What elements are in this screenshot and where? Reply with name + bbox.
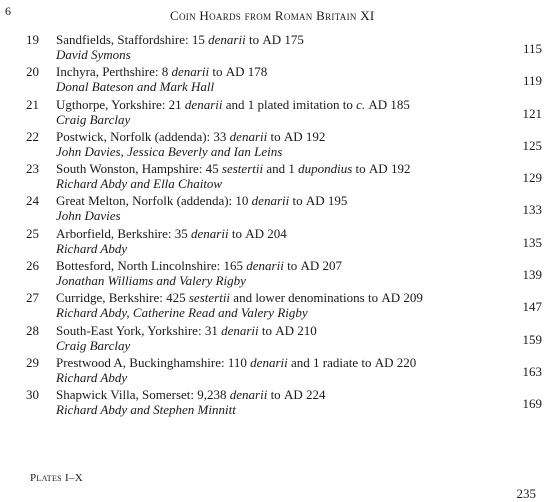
entry-coin: sestertii (221, 161, 264, 177)
entry-coin: denarii (191, 225, 229, 241)
entry-page-number: 169 (522, 396, 542, 412)
entry-authors: Richard Abdy and Ella Chaitow (56, 176, 223, 192)
entry-count: 9,238 (197, 387, 230, 403)
entry-site: Arborfield, Berkshire: (56, 225, 175, 241)
entry-authors: Richard Abdy (56, 369, 128, 385)
entry-count: 35 (174, 225, 192, 241)
entry-year: 209 (400, 290, 423, 306)
entry-count: 165 (223, 258, 247, 274)
entry-coin: denarii (171, 64, 210, 80)
plates-page-number: 235 (516, 486, 536, 501)
entry-page-number: 119 (522, 73, 542, 89)
entry-site: Great Melton, Norfolk (addenda): (56, 193, 236, 209)
plates-label: Plates I–X (30, 472, 83, 484)
entry-count: 15 (191, 32, 209, 47)
entry-title (56, 161, 410, 177)
entry-title (56, 64, 267, 80)
entry-count: 10 (235, 193, 252, 209)
entry-number: 23 (26, 161, 39, 177)
contents-entry (0, 258, 550, 290)
entry-page-number: 133 (522, 202, 542, 218)
entry-count: 31 (204, 322, 222, 338)
entry-page-number: 135 (522, 234, 542, 250)
entry-to: to (289, 193, 306, 209)
entry-era: AD (305, 193, 325, 209)
entry-title (56, 290, 423, 306)
entry-page-number: 139 (522, 267, 542, 283)
entry-authors: John Davies (56, 208, 121, 224)
entry-era: AD (262, 32, 282, 47)
entry-page-number: 125 (522, 137, 542, 153)
entry-coin: denarii (229, 387, 268, 403)
contents-entry (0, 129, 550, 161)
entry-title (56, 226, 287, 242)
entry-site: Curridge, Berkshire: (56, 290, 167, 306)
entry-count: 425 (166, 290, 189, 306)
entry-coin: denarii (246, 258, 284, 274)
entry-page-number: 115 (522, 41, 542, 56)
entry-to: to (245, 32, 263, 47)
entry-authors: Craig Barclay (56, 111, 131, 127)
entry-mid: and 1 plated imitation to (222, 96, 357, 112)
page-number: 6 (5, 4, 11, 18)
entry-year: 195 (324, 193, 348, 209)
entry-number: 21 (26, 96, 39, 112)
entry-mid: and 1 (263, 161, 299, 177)
entry-era: AD (283, 128, 303, 144)
entry-count: 110 (227, 354, 251, 370)
entry-page-number: 129 (522, 170, 542, 186)
entry-authors: Donal Bateson and Mark Hall (56, 79, 215, 95)
entry-to: to (258, 322, 276, 338)
entry-count: 45 (205, 161, 222, 177)
entry-authors: David Symons (56, 47, 131, 62)
entry-number: 24 (26, 193, 39, 209)
entry-to: to (358, 354, 375, 370)
entry-coin: denarii (221, 322, 259, 338)
entry-era: AD (275, 322, 295, 338)
contents-entry (0, 290, 550, 322)
entry-number: 28 (26, 322, 39, 338)
entry-number: 22 (26, 128, 39, 144)
entry-to: to (283, 258, 301, 274)
entry-authors: Richard Abdy (56, 240, 128, 256)
entry-coin: denarii (250, 354, 288, 370)
entry-coin: denarii (208, 32, 246, 47)
running-head: Coin Hoards from Roman Britain XI (170, 8, 375, 23)
entry-site: Postwick, Norfolk (addenda): (56, 128, 214, 144)
entry-count: 33 (213, 128, 230, 144)
entry-count: 21 (168, 96, 185, 112)
entry-page-number: 121 (522, 105, 542, 121)
entry-year: 175 (281, 32, 304, 47)
entry-era: AD (300, 258, 320, 274)
entry-title (56, 258, 342, 274)
entry-era: AD (283, 387, 303, 403)
entry-era: AD (368, 96, 388, 112)
contents-entry (0, 161, 550, 193)
entry-number: 25 (26, 225, 39, 241)
entry-title (56, 355, 416, 371)
contents-entry (0, 355, 550, 387)
entry-site: Sandfields, Staffordshire: (56, 32, 192, 47)
entry-to: to (267, 387, 284, 403)
entry-coin2: dupondius (298, 161, 353, 177)
contents-entry (0, 193, 550, 225)
entry-page-number: 159 (522, 331, 542, 347)
entry-title (56, 387, 325, 403)
entry-year: 204 (264, 225, 287, 241)
entry-number: 26 (26, 258, 39, 274)
entry-mid: and lower denominations (230, 290, 365, 306)
entry-to: to (209, 64, 226, 80)
entry-year: 192 (302, 128, 326, 144)
entry-mid: and 1 radiate (287, 354, 359, 370)
entry-title (56, 323, 317, 339)
entry-authors: Craig Barclay (56, 337, 131, 353)
entry-page-number: 163 (522, 363, 542, 379)
entry-year: 178 (244, 64, 268, 80)
entry-authors: Richard Abdy, Catherine Read and Valery Rigby (56, 305, 308, 321)
contents-entry (0, 323, 550, 355)
contents-entry (0, 64, 550, 96)
entry-year: 192 (387, 161, 411, 177)
entry-number: 29 (26, 354, 39, 370)
entry-year: 207 (319, 258, 342, 274)
entry-year: 224 (302, 387, 326, 403)
entry-coin: denarii (229, 128, 268, 144)
entry-site: South Wonston, Hampshire: (56, 161, 206, 177)
entry-year: 210 (294, 322, 317, 338)
contents-entry (0, 387, 550, 419)
entry-number: 20 (26, 64, 39, 80)
contents-entry (0, 97, 550, 129)
entry-coin2: c. (356, 96, 366, 112)
entry-page-number: 147 (522, 299, 542, 315)
entry-to: to (364, 290, 382, 306)
entry-number: 27 (26, 290, 39, 306)
entry-authors: John Davies, Jessica Beverly and Ian Leins (56, 143, 283, 159)
entry-era: AD (245, 225, 264, 241)
entry-site: Ugthorpe, Yorkshire: (56, 96, 169, 112)
entry-to: to (352, 161, 369, 177)
entry-authors: Jonathan Williams and Valery Rigby (56, 273, 246, 289)
entry-title (56, 97, 410, 113)
entry-title (56, 129, 325, 145)
entry-year: 185 (387, 96, 410, 112)
entry-coin: denarii (184, 96, 223, 112)
entry-to: to (267, 128, 284, 144)
contents-entry (0, 32, 550, 64)
entry-coin: sestertii (188, 290, 231, 306)
entry-coin: denarii (251, 193, 290, 209)
entry-number: 19 (26, 32, 39, 47)
entry-era: AD (381, 290, 401, 306)
entry-site: Inchyra, Perthshire: (56, 64, 162, 80)
entry-authors: Richard Abdy and Stephen Minnitt (56, 402, 236, 418)
entry-year: 220 (393, 354, 417, 370)
entry-number: 30 (26, 387, 39, 403)
contents-list (0, 32, 550, 420)
entry-site: Prestwood A, Buckinghamshire: (56, 354, 228, 370)
entry-title (56, 32, 304, 48)
entry-era: AD (225, 64, 245, 80)
entry-site: South-East York, Yorkshire: (56, 322, 205, 338)
entry-title (56, 193, 347, 209)
contents-entry (0, 226, 550, 258)
entry-site: Shapwick Villa, Somerset: (56, 387, 198, 403)
entry-era: AD (368, 161, 388, 177)
entry-era: AD (374, 354, 394, 370)
entry-to: to (228, 225, 246, 241)
entry-count: 8 (161, 64, 172, 80)
entry-site: Bottesford, North Lincolnshire: (56, 258, 224, 274)
